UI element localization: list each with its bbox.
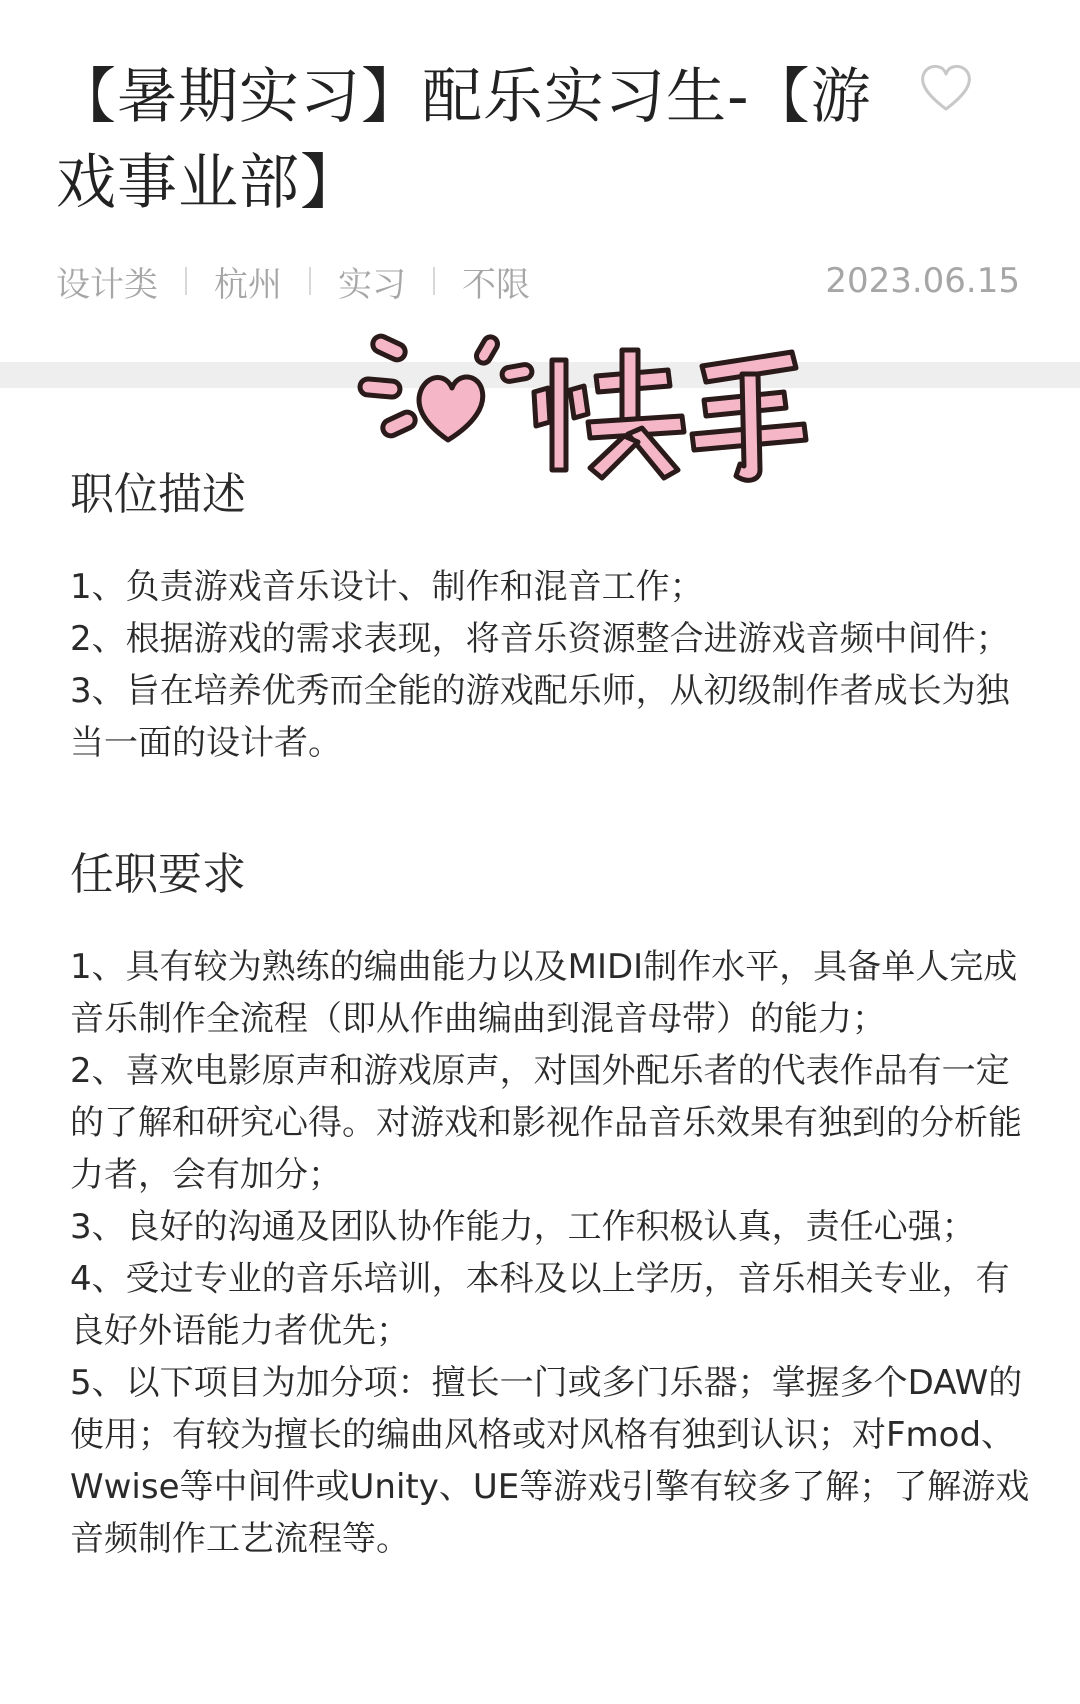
requirement-item: 1、具有较为熟练的编曲能力以及MIDI制作水平，具备单人完成音乐制作全流程（即从作曲编曲到混音母带）的能力； xyxy=(70,947,1018,1039)
job-description-section xyxy=(70,465,1030,769)
requirements-body xyxy=(70,941,1030,1565)
tag-city: 杭州 xyxy=(214,264,282,305)
tag-type: 实习 xyxy=(338,264,406,305)
job-header xyxy=(0,0,1080,360)
tag-separator xyxy=(185,267,187,295)
post-date: 2023.06.15 xyxy=(825,261,1020,301)
job-title: 【暑期实习】配乐实习生-【游戏事业部】 xyxy=(56,62,872,218)
tag-separator xyxy=(433,267,435,295)
section-title-description: 职位描述 xyxy=(70,469,246,520)
requirement-item: 3、良好的沟通及团队协作能力，工作积极认真，责任心强； xyxy=(70,1207,976,1247)
tag-category: 设计类 xyxy=(56,264,158,305)
description-item: 1、负责游戏音乐设计、制作和混音工作； xyxy=(70,567,704,607)
description-item: 3、旨在培养优秀而全能的游戏配乐师，从初级制作者成长为独当一面的设计者。 xyxy=(70,671,1010,763)
job-requirements-section xyxy=(70,845,1030,1565)
job-meta-tags xyxy=(56,256,530,306)
requirement-item: 4、受过专业的音乐培训，本科及以上学历，音乐相关专业，有良好外语能力者优先； xyxy=(70,1259,1010,1351)
requirement-item: 5、以下项目为加分项：擅长一门或多门乐器；掌握多个DAW的使用；有较为擅长的编曲风格或对风格有独到认识；对Fmod、Wwise等中间件或Unity、UE等游戏引擎有较多了解；了解游戏音频制作工艺流程等。 xyxy=(70,1363,1030,1559)
heart-outline-icon[interactable] xyxy=(918,62,974,114)
description-item: 2、根据游戏的需求表现，将音乐资源整合进游戏音频中间件； xyxy=(70,619,1010,659)
description-body xyxy=(70,561,1030,769)
tag-education: 不限 xyxy=(462,264,530,305)
section-title-requirements: 任职要求 xyxy=(70,849,246,900)
tag-separator xyxy=(309,267,311,295)
requirement-item: 2、喜欢电影原声和游戏原声，对国外配乐者的代表作品有一定的了解和研究心得。对游戏和影视作品音乐效果有独到的分析能力者，会有加分； xyxy=(70,1051,1022,1195)
job-content xyxy=(70,465,1030,1565)
